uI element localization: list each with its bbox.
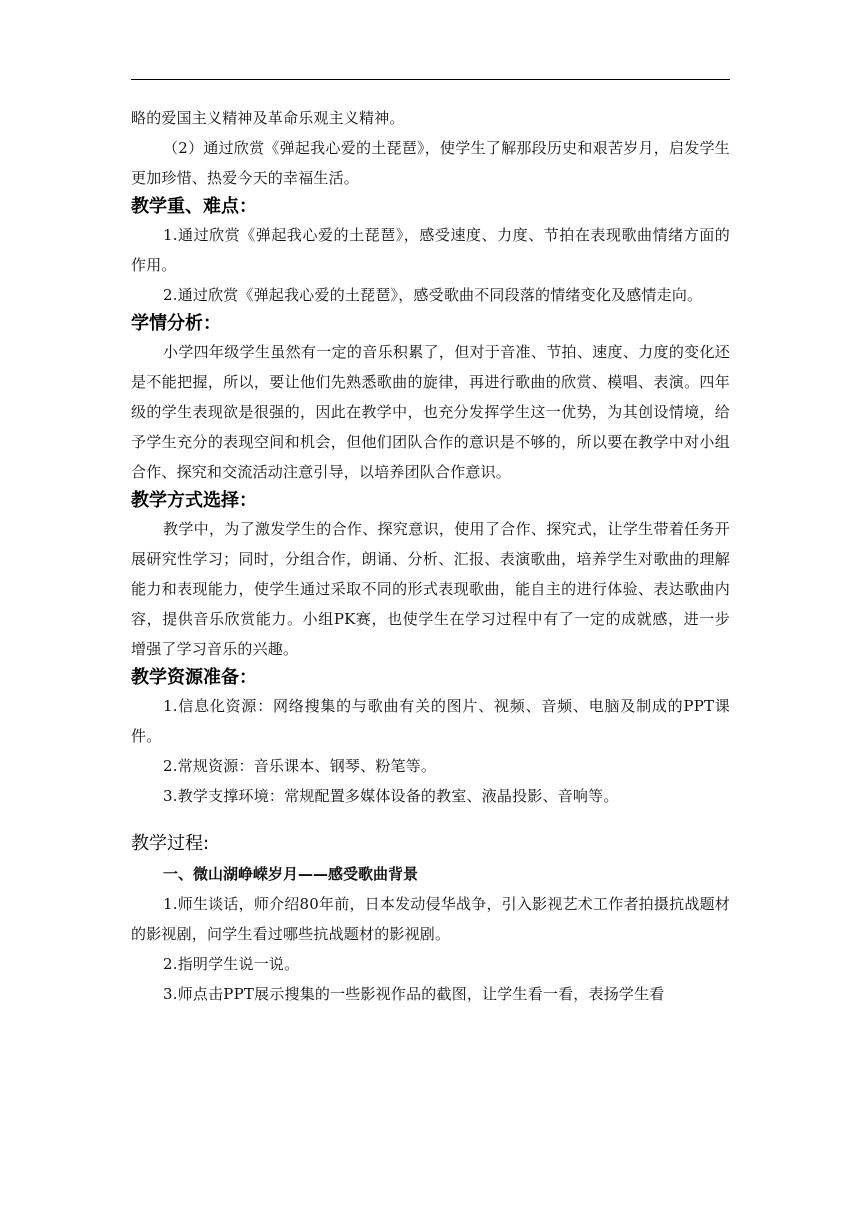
heading-process: 教学过程: [131, 833, 210, 854]
heading-learner-analysis: 学情分析： [131, 313, 221, 334]
heading-resources: 教学资源准备： [131, 667, 257, 688]
resource-item-3: 3.教学支撑环境：常规配置多媒体设备的教室、液晶投影、音响等。 [163, 787, 619, 805]
document-body [131, 103, 730, 1009]
key-point-1: 1.通过欣赏《弹起我心爱的土琵琶》，感受速度、力度、节拍在表现歌曲情绪方面的作用。 [131, 226, 730, 274]
process-section-1-title: 一、微山湖峥嵘岁月——感受歌曲背景 [163, 865, 419, 883]
heading-teaching-methods: 教学方式选择： [131, 490, 257, 511]
learner-analysis-text: 小学四年级学生虽然有一定的音乐积累了，但对于音准、节拍、速度、力度的变化还是不能把握，所以，要让他们先熟悉歌曲的旋律，再进行歌曲的欣赏、模唱、表演。四年级的学生表现欲是很强的，因此在教学中，也充分发挥学生这一优势，为其创设情境，给予学生充分的表现空间和机会，但他们团队合作的意识是不够的，所以要在教学中对小组合作、探究和交流活动注意引导，以培养团队合作意识。 [131, 343, 730, 481]
teaching-methods-text: 教学中，为了激发学生的合作、探究意识，使用了合作、探究式，让学生带着任务开展研究性学习；同时，分组合作，朗诵、分析、汇报、表演歌曲，培养学生对歌曲的理解能力和表现能力，使学生通过采取不同的形式表现歌曲，能自主的进行体验、表达歌曲内容，提供音乐欣赏能力。小组PK赛，也使学生在学习过程中有了一定的成就感，进一步增强了学习音乐的兴趣。 [131, 520, 730, 658]
header-rule [131, 79, 730, 80]
process-item-3: 3.师点击PPT展示搜集的一些影视作品的截图，让学生看一看，表扬学生看 [163, 985, 665, 1003]
spacer [131, 811, 730, 829]
process-item-1: 1.师生谈话，师介绍80年前，日本发动侵华战争，引入影视艺术工作者拍摄抗战题材的影视剧，问学生看过哪些抗战题材的影视剧。 [131, 895, 730, 943]
continuation-paragraph: 略的爱国主义精神及革命乐观主义精神。 [131, 109, 405, 127]
key-point-2: 2.通过欣赏《弹起我心爱的土琵琶》，感受歌曲不同段落的情绪变化及感情走向。 [163, 286, 703, 304]
process-item-2: 2.指明学生说一说。 [163, 955, 300, 973]
resource-item-2: 2.常规资源：音乐课本、钢琴、粉笔等。 [163, 757, 437, 775]
objective-2: （2）通过欣赏《弹起我心爱的土琵琶》，使学生了解那段历史和艰苦岁月，启发学生更加珍惜、热爱今天的幸福生活。 [131, 139, 730, 187]
resource-item-1: 1.信息化资源：网络搜集的与歌曲有关的图片、视频、音频、电脑及制成的PPT课件。 [131, 697, 730, 745]
heading-key-points: 教学重、难点： [131, 196, 257, 217]
